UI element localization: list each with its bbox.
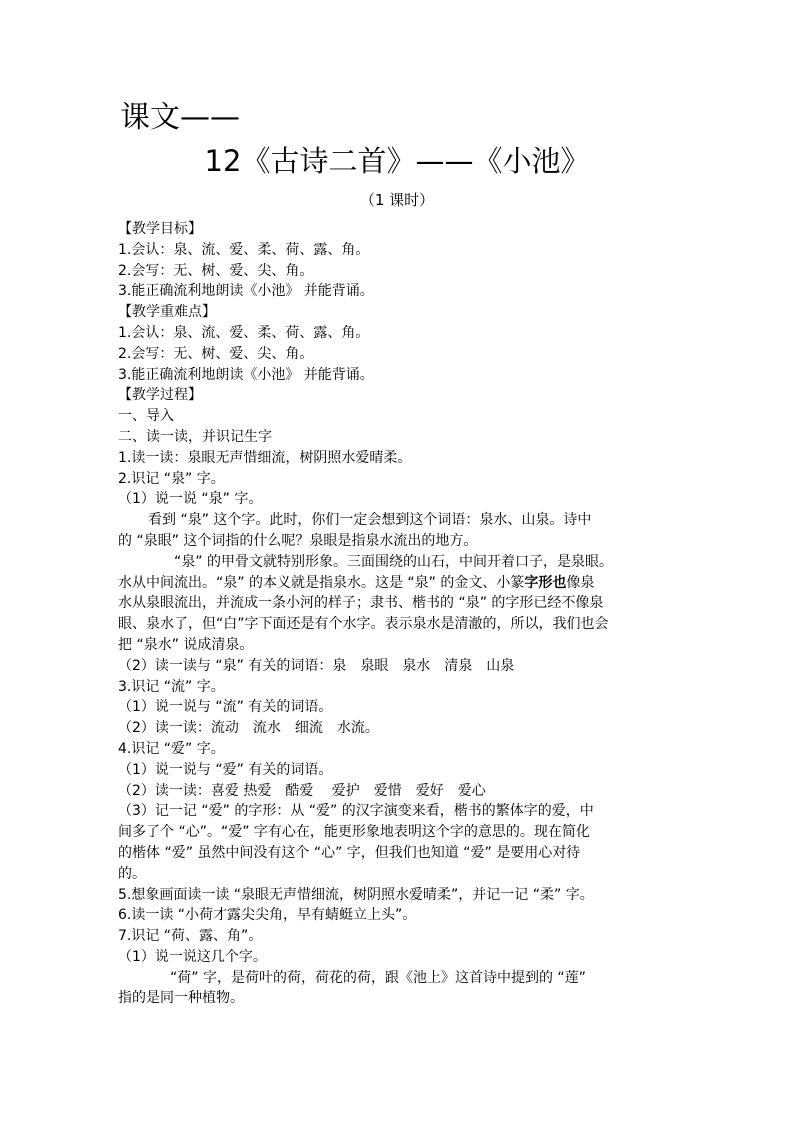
paragraph-line: 的。 [118, 865, 146, 882]
course-heading: 课文—— [120, 100, 240, 135]
paragraph-line: （1）说一说与 “流” 有关的词语。 [118, 699, 333, 716]
paragraph-line: 看到 “泉” 这个字。此时，你们一定会想到这个词语：泉水、山泉。诗中 [148, 512, 592, 529]
goal-item: 1.会认：泉、流、爱、柔、荷、露、角。 [118, 241, 370, 258]
goal-item: 3.能正确流利地朗读《小池》 并能背诵。 [118, 283, 374, 300]
lesson-duration: （1 课时） [359, 191, 435, 209]
section-heading-key-points: 【教学重难点】 [118, 304, 216, 321]
paragraph-line: （2）读一读：喜爱 热爱 酷爱 爱护 爱惜 爱好 爱心 [118, 782, 486, 799]
paragraph-line: 7.识记 “荷、露、角”。 [118, 928, 263, 945]
paragraph-line: 5.想象画面读一读 “泉眼无声惜细流，树阴照水爱晴柔”，并记一记 “柔” 字。 [118, 886, 594, 903]
paragraph-line: 3.识记 “流” 字。 [118, 678, 225, 695]
bold-text-run: 字形也 [524, 574, 567, 591]
paragraph-line: 2.识记 “泉” 字。 [118, 470, 225, 487]
step-heading: 一、导入 [118, 408, 174, 425]
paragraph-line [118, 573, 680, 594]
paragraph-line: （1）说一说这几个字。 [118, 948, 267, 965]
paragraph-line: 眼、泉水了，但“白”字下面还是有个水字。表示泉水是清澈的，所以，我们也会 [118, 616, 609, 633]
paragraph-line: 的 “泉眼” 这个词指的什么呢？泉眼是指泉水流出的地方。 [118, 532, 478, 549]
paragraph-line: 6.读一读 “小荷才露尖尖角，早有蜻蜓立上头”。 [118, 907, 417, 924]
lesson-title: 12《古诗二首》——《小池》 [204, 144, 590, 178]
document-body [118, 219, 680, 1009]
paragraph-line: 1.读一读：泉眼无声惜细流，树阴照水爱晴柔。 [118, 449, 412, 466]
paragraph-line: （3）记一记 “爱” 的字形：从 “爱” 的汉字演变来看，楷书的繁体字的爱，中 [118, 803, 594, 820]
paragraph-line: “荷” 字，是荷叶的荷，荷花的荷，跟《池上》这首诗中提到的 “莲” [170, 969, 586, 986]
section-heading-process: 【教学过程】 [118, 387, 202, 404]
key-point-item: 3.能正确流利地朗读《小池》 并能背诵。 [118, 366, 374, 383]
paragraph-line: 的楷体 “爱” 虽然中间没有这个 “心” 字，但我们也知道 “爱” 是要用心对待 [118, 844, 581, 861]
goal-item: 2.会写：无、树、爱、尖、角。 [118, 262, 314, 279]
step-heading: 二、读一读，并识记生字 [118, 428, 272, 445]
section-heading-goals: 【教学目标】 [118, 221, 202, 237]
paragraph-line: 水从泉眼流出，并流成一条小河的样子；隶书、楷书的 “泉” 的字形已经不像泉 [118, 595, 604, 612]
paragraph-line: （2）读一读：流动 流水 细流 水流。 [118, 720, 379, 737]
paragraph-line: 把 “泉水” 说成清泉。 [118, 636, 254, 653]
text-run: 像泉 [566, 574, 595, 591]
paragraph-line: 指的是同一种植物。 [118, 990, 244, 1007]
key-point-item: 2.会写：无、树、爱、尖、角。 [118, 345, 314, 362]
paragraph-line: （2）读一读与 “泉” 有关的词语：泉 泉眼 泉水 清泉 山泉 [118, 657, 515, 674]
key-point-item: 1.会认：泉、流、爱、柔、荷、露、角。 [118, 324, 370, 341]
paragraph-line: 间多了个 “心”。“爱” 字有心在，能更形象地表明这个字的意思的。现在简化 [118, 824, 590, 841]
paragraph-line: （1）说一说 “泉” 字。 [118, 491, 263, 508]
text-run: 水从中间流出。“泉” 的本义就是指泉水。这是 “泉” 的金文、小篆 [118, 574, 525, 591]
paragraph-line: “泉” 的甲骨文就特别形象。三面围绕的山石，中间开着口子，是泉眼。 [174, 553, 613, 570]
paragraph-line: 4.识记 “爱” 字。 [118, 740, 225, 757]
paragraph-line: （1）说一说与 “爱” 有关的词语。 [118, 761, 333, 778]
